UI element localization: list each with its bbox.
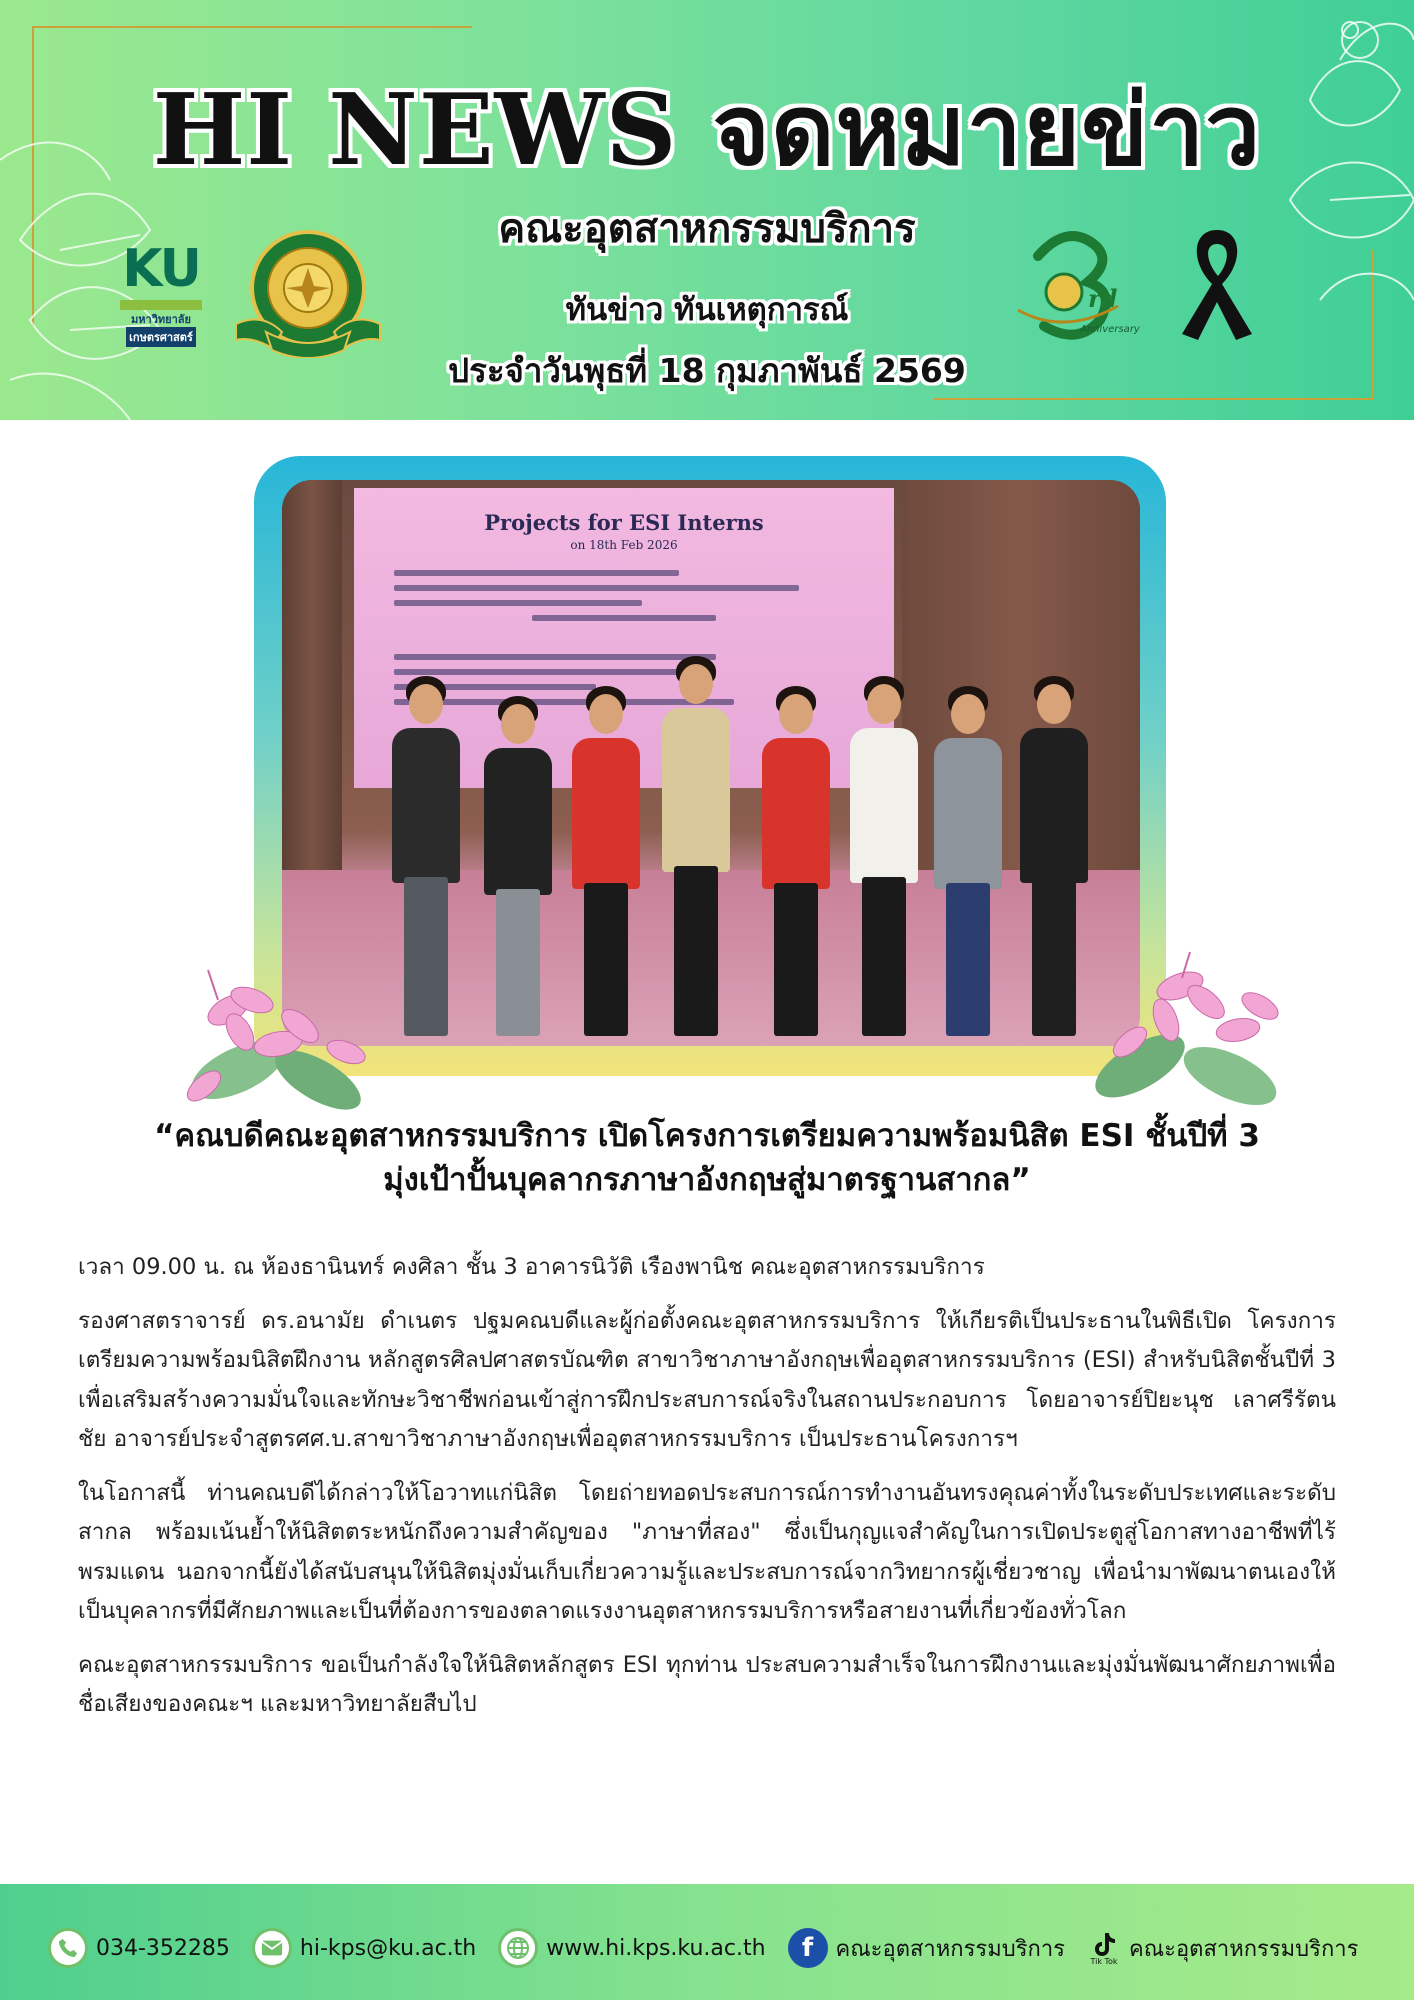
anniversary-logo [1008, 226, 1140, 346]
news-headline [60, 1114, 1354, 1202]
contact-website[interactable] [498, 1928, 765, 1968]
tiktok-label: Tik Tok [1090, 1956, 1118, 1966]
phone-icon [48, 1928, 88, 1968]
headline-line-2: มุ่งเป้าปั้นบุคลากรภาษาอังกฤษสู่มาตรฐานสากล” [383, 1162, 1031, 1198]
news-body [78, 1248, 1336, 1739]
person [756, 686, 836, 1046]
phone-number: 034-352285 [96, 1935, 230, 1961]
facebook-icon: f [788, 1928, 828, 1968]
wall-panel [282, 480, 342, 870]
body-paragraph-4: คณะอุตสาหกรรมบริการ ขอเป็นกำลังใจให้นิสิตหลักสูตร ESI ทุกท่าน ประสบความสำเร็จในการฝึกงานและมุ่งมั่นพัฒนาศักยภาพเพื่อชื่อเสียงของคณะฯ และมหาวิทยาลัยสืบไป [78, 1651, 1336, 1717]
screen-subtitle: on 18th Feb 2026 [570, 538, 678, 552]
headline-line-1: “คณบดีคณะอุตสาหกรรมบริการ เปิดโครงการเตรียมความพร้อมนิสิต ESI ชั้นปีที่ 3 [154, 1118, 1260, 1154]
contact-footer [0, 1884, 1414, 2000]
contact-tiktok[interactable] [1087, 1931, 1358, 1966]
email-icon [252, 1928, 292, 1968]
faculty-name: คณะอุตสาหกรรมบริการ [498, 206, 916, 252]
anniversary-number [1008, 226, 1009, 227]
event-photo [282, 480, 1140, 1046]
body-paragraph-1: เวลา 09.00 น. ณ ห้องธานินทร์ คงศิลา ชั้น 3 อาคารนิวัติ เรืองพานิช คณะอุตสาหกรรมบริการ [78, 1254, 985, 1280]
screen-title: Projects for ESI Interns [484, 510, 764, 535]
body-paragraph-2: รองศาสตราจารย์ ดร.อนามัย ดำเนตร ปฐมคณบดีและผู้ก่อตั้งคณะอุตสาหกรรมบริการ ให้เกียรติเป็นประธานในพิธีเปิด โครงการเตรียมความพร้อมนิสิตฝึกงาน หลักสูตรศิลปศาสตรบัณฑิต สาขาวิชาภาษาอังกฤษเพื่ออุตสาหกรรมบริการ (ESI) สำหรับนิสิตชั้นปีที่ 3 เพื่อเสริมสร้างความมั่นใจและทักษะวิชาชีพก่อนเข้าสู่การฝึกประสบการณ์จริงในสถานประกอบการ โดยอาจารย์ปิยะนุช เลาศรีรัตนชัย อาจารย์ประจำสูตรศศ.บ.สาขาวิชาภาษาอังกฤษเพื่ออุตสาหกรรมบริการ เป็นประธานโครงการฯ [78, 1307, 1336, 1452]
faculty-seal-icon [232, 228, 384, 358]
ku-logo-line1: มหาวิทยาลัย [131, 313, 191, 326]
flower-cluster-left [168, 960, 398, 1140]
facebook-page: คณะอุตสาหกรรมบริการ [835, 1936, 1065, 1962]
tiktok-icon [1087, 1931, 1121, 1966]
flower-cluster-right [1070, 946, 1300, 1136]
ku-logo-letters: KU [122, 239, 200, 299]
body-paragraph-3: ในโอกาสนี้ ท่านคณบดีได้กล่าวให้โอวาทแก่นิสิต โดยถ่ายทอดประสบการณ์การทำงานอันทรงคุณค่าทั้งในระดับประเทศและระดับสากล พร้อมเน้นย้ำให้นิสิตตระหนักถึงความสำคัญของ "ภาษาที่สอง" ซึ่งเป็นกุญแจสำคัญในการเปิดประตูสู่โอกาสทางอาชีพที่ไร้พรมแดน นอกจากนี้ยังได้สนับสนุนให้นิสิตมุ่งมั่นเก็บเกี่ยวความรู้และประสบการณ์จากวิทยากรผู้เชี่ยวชาญ เพื่อนำมาพัฒนาตนเองให้เป็นบุคลากรที่มีศักยภาพและเป็นที่ต้องการของตลาดแรงงานอุตสาหกรรมบริการหรือสายงานที่เกี่ยวข้องทั่วโลก [78, 1479, 1336, 1624]
newsletter-title: HI NEWS จดหมายข่าว [152, 73, 1262, 188]
email-address: hi-kps@ku.ac.th [299, 1935, 477, 1961]
ku-logo-bar [120, 300, 202, 310]
contact-list [48, 1926, 1378, 1970]
anniversary-label: Anniversary [1080, 324, 1140, 335]
person [928, 686, 1008, 1046]
tiktok-account: คณะอุตสาหกรรมบริการ [1129, 1936, 1359, 1962]
issue-date: ประจำวันพุธที่ 18 กุมภาพันธ์ 2569 [448, 351, 966, 390]
tagline: ทันข่าว ทันเหตุการณ์ [565, 292, 849, 328]
gold-frame-line [32, 26, 472, 28]
newsletter-header [0, 0, 1414, 420]
website-url: www.hi.kps.ku.ac.th [546, 1935, 766, 1961]
person [656, 656, 736, 1046]
ku-logo-line2: เกษตรศาสตร์ [126, 327, 196, 347]
contact-email[interactable] [252, 1928, 476, 1968]
anniversary-suffix: rd [1088, 284, 1118, 313]
person [478, 696, 558, 1046]
globe-icon [498, 1928, 538, 1968]
person [386, 676, 466, 1046]
contact-phone[interactable] [48, 1928, 230, 1968]
person [844, 676, 924, 1046]
contact-facebook[interactable] [788, 1928, 1065, 1968]
mourning-ribbon-icon [1172, 222, 1262, 342]
ku-logo [120, 240, 202, 348]
person [566, 686, 646, 1046]
